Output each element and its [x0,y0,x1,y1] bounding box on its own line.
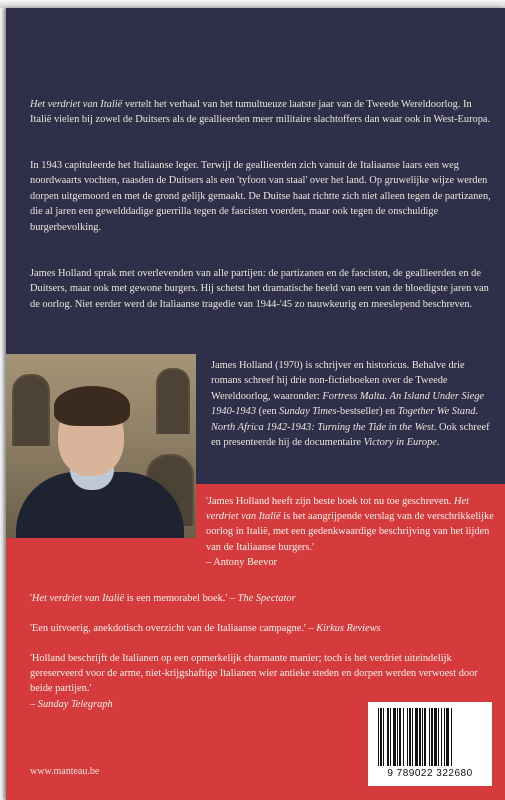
barcode-bar [415,708,418,766]
book-title-italic: Het verdriet van Italië [30,99,123,110]
publisher-url: www.manteau.be [30,766,100,777]
barcode-bar [451,708,452,766]
building-window [156,368,190,434]
quote-text: 'James Holland heeft zijn beste boek tot nu toe geschreven. [206,496,454,507]
barcode-bar [446,708,449,766]
quote-beevor-part1 [206,494,496,570]
barcode-bar [412,708,413,766]
author-bio-text: James Holland (1970) is schrijver en historicus. Behalve drie romans schreef hij drie non-fictieboeken over de Tweede Wereldoorlog, waaronder: [211,360,465,402]
barcode-bar [383,708,384,766]
blurb-paragraph-3: James Holland sprak met overlevenden van alle partijen: de partizanen en de fascisten, de geallieerden en de Duitsers, maar ook met gewone burgers. Hij schetst het dramatische beeld van een van de bloedigste jaren van de oorlog. Niet eerder werd de Italiaanse tragedie van 1944-'45 zo nauwkeurig en meeslepend beschreven. [30,268,489,310]
author-bio-text: (een [256,406,280,418]
quote-text: is het aangrijpende verslag van de verschrikkelijke oorlog in Italië, met een gedenkwaardige beschrijving van het lijden van de Italiaanse burgers.' [206,511,494,553]
quote-source-telegraph: – Sunday Telegraph [30,698,113,710]
blurb-paragraph-2: In 1943 capituleerde het Italiaanse leger. Terwijl de geallieerden zich vanuit de Italiaanse laars een weg noordwaarts vochten, raasden de Duitsers als een 'tyfoon van staal' over het land. Op gruwelijke wijze werden dorpen uitgemoord en met de grond gelijk gemaakt. De Duitse haat richtte zich niet alleen tegen de partizanen, die al jaren een gewelddadige guerrilla tegen de fascisten voerden, maar ook tegen de onschuldige burgerbevolking. [30,160,491,233]
barcode-bar [438,708,439,766]
quote-text: 'Een uitvoerig, anekdotisch overzicht van de Italiaanse campagne.' – [30,623,317,634]
barcode [368,702,492,786]
barcode-bar [424,708,426,766]
barcode-bar [390,708,391,766]
quote-kirkus [30,621,492,636]
quote-spectator [30,591,492,606]
quote-source-kirkus: Kirkus Reviews [316,623,381,634]
barcode-bar [393,708,396,766]
back-cover [6,8,505,800]
barcode-bar [429,708,430,766]
barcode-bar [407,708,408,766]
book-title-fortress-malta: Fortress Malta. An Island Under Siege 1940-1943 [211,390,485,418]
isbn-number: 9 789022 322680 [387,768,473,779]
quote-text: 'Holland beschrijft de Italianen op een opmerkelijk charmante manier; toch is het verdriet uiteindelijk gereserveerd voor de arme, niet-krijgshaftige Italianen wier antieke steden en dorpen werden verwoest door beide partijen.' [30,653,478,695]
quote-source-beevor: – Antony Beevor [206,556,277,568]
barcode-bar [419,708,421,766]
barcode-bar [380,708,382,766]
author-bio [211,358,495,450]
quote-book-title: Het verdriet van Italië [31,593,125,604]
author-bio-text: . [436,437,440,449]
barcode-bar [397,708,398,766]
barcode-bar [431,708,433,766]
barcode-bars [376,708,484,766]
blurb-paragraph-1 [30,97,492,128]
barcode-bar [434,708,437,766]
quote-book-title: Het verdriet van Italië [206,496,470,523]
barcode-bar [387,708,389,766]
newspaper-sunday-times: Sunday Times [279,406,337,418]
author-bio-text: -bestseller) en [336,406,398,418]
barcode-bar [399,708,401,766]
barcode-bar [403,708,404,766]
documentary-title: Victory in Europe [363,437,437,449]
barcode-bar [444,708,445,766]
book-title-together-we-stand: Together We Stand. North Africa 1942-1943: Turning the Tide in the West [211,406,479,433]
author-bio-text: . Ook schreef en presenteerde hij de documentaire [211,421,490,449]
barcode-bar [378,708,379,766]
blurb-paragraph-1-text: vertelt het verhaal van het tumultueuze laatste jaar van de Tweede Wereldoorlog. In Italië vielen bij zowel de Duitsers als de geallieerden meer militaire slachtoffers dan waar ook in West-Europa. [30,99,491,126]
book-page-edge-top [0,0,505,8]
barcode-bar [422,708,423,766]
author-photo [6,354,196,538]
quote-text: is een memorabel boek.' – [124,593,238,604]
barcode-bar [441,708,442,766]
quote-text: ' [30,593,32,604]
quote-source-spectator: The Spectator [237,593,296,604]
author-hair [54,386,130,426]
barcode-bar [409,708,411,766]
building-window [12,374,50,446]
